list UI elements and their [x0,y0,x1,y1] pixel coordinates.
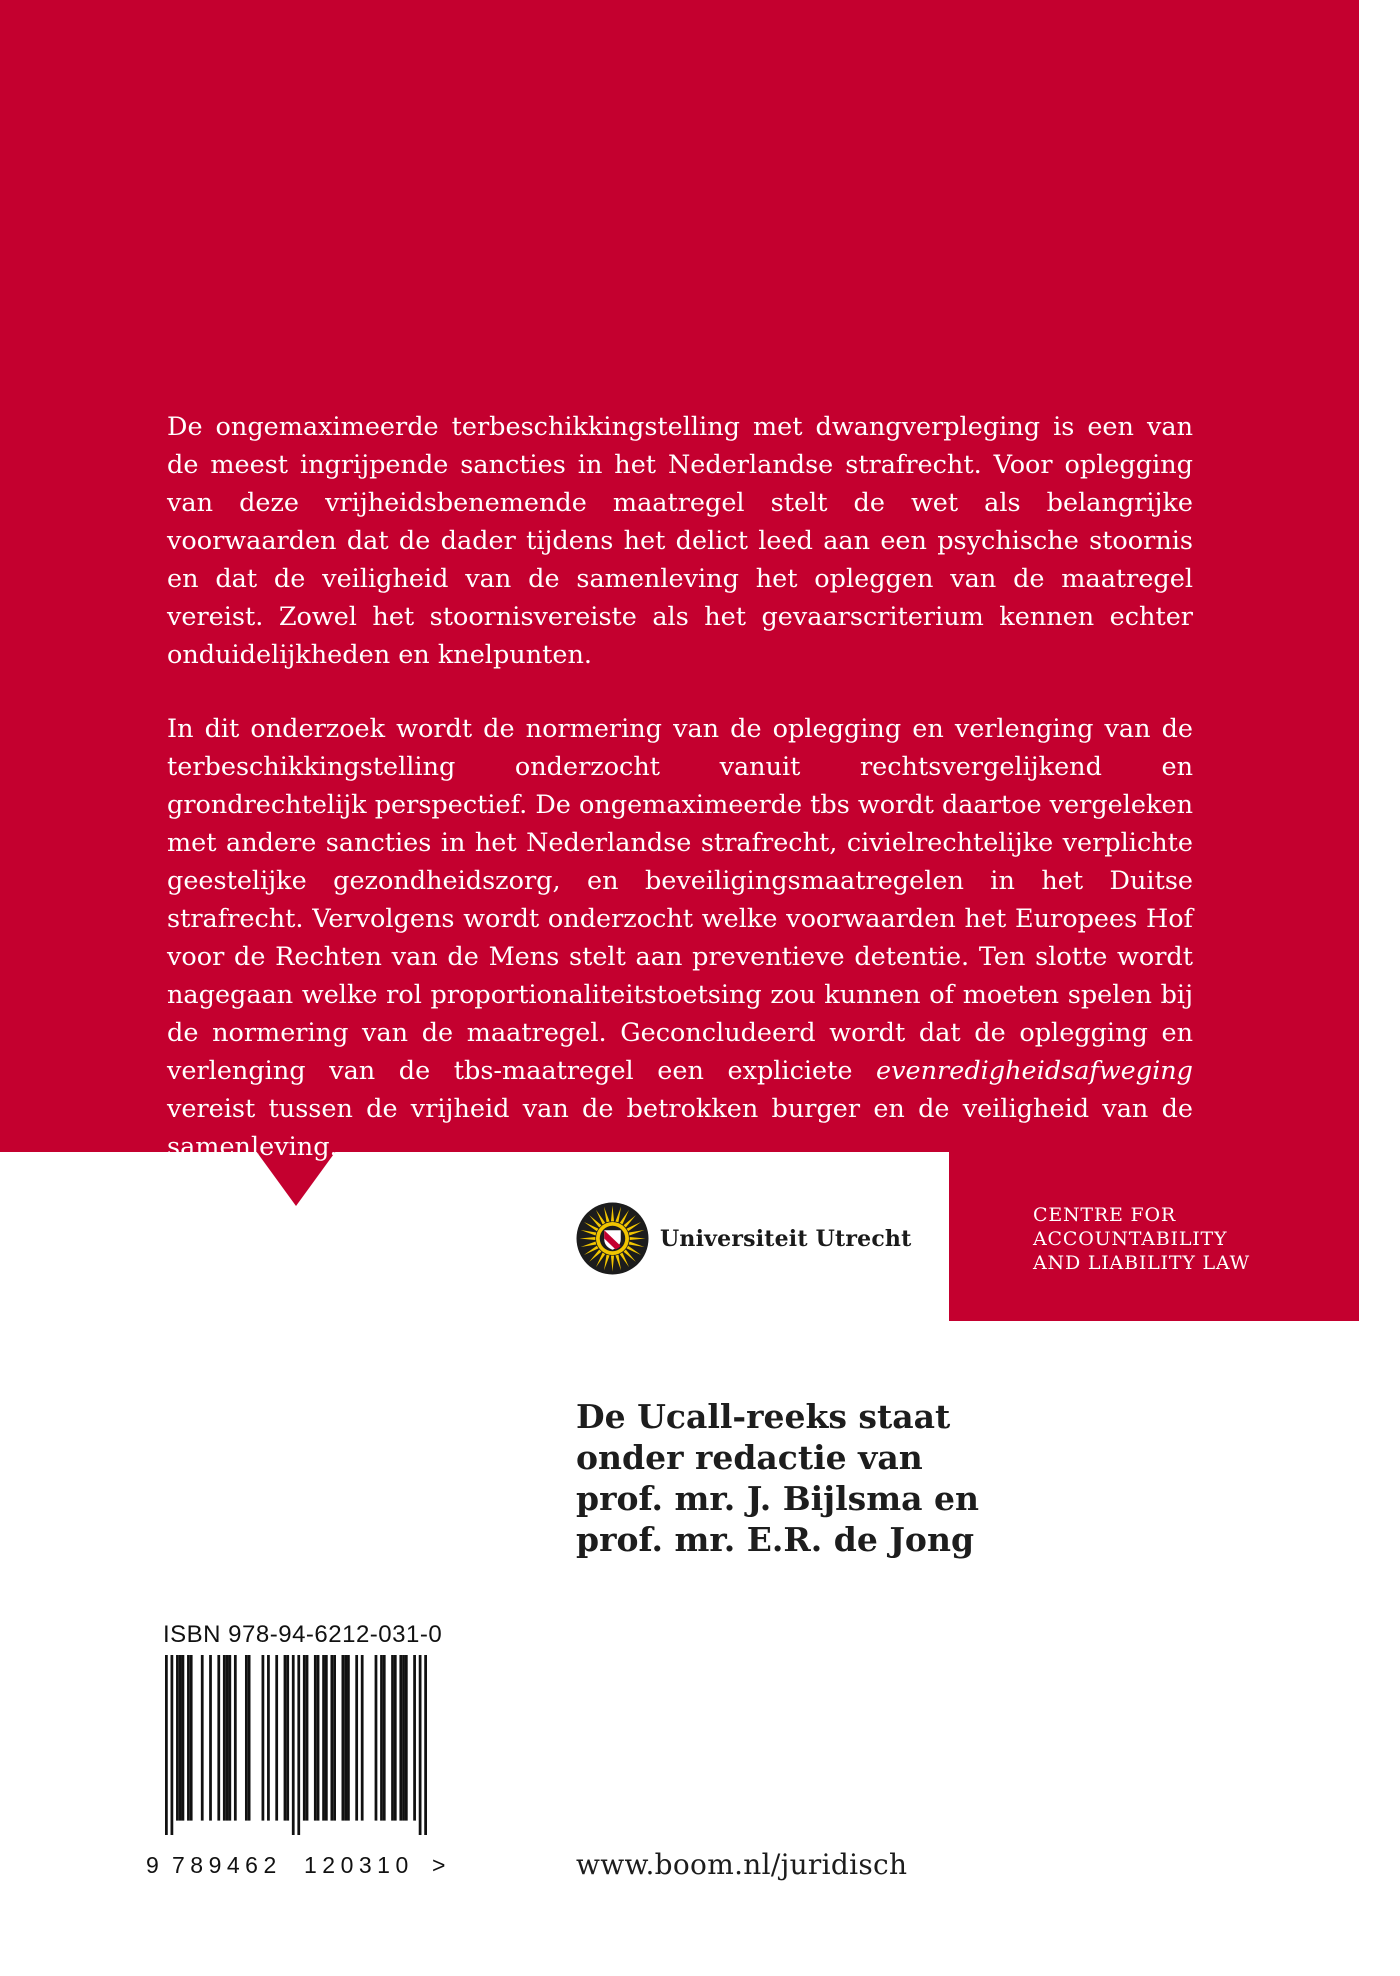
barcode-bar [303,1655,306,1821]
barcode-bar [248,1655,251,1821]
barcode-bar [399,1655,402,1821]
barcode-bar [347,1655,350,1821]
barcode-bar [228,1655,231,1821]
barcode-bar [275,1655,278,1821]
barcode-bar [201,1655,204,1821]
centre-label-line-3: AND LIABILITY LAW [1033,1252,1251,1274]
barcode-bar [355,1655,358,1821]
barcode-guard-bar [424,1655,427,1835]
barcode-guard-bar [171,1655,174,1835]
barcode-bar [402,1655,405,1821]
centre-label-line-1: CENTRE FOR [1033,1204,1176,1226]
barcode-bar [383,1655,386,1821]
barcode-bar [405,1655,408,1821]
isbn-label: ISBN 978-94-6212-031-0 [163,1621,443,1648]
barcode-bar [267,1655,270,1821]
barcode-bar [391,1655,394,1821]
barcode-bar [245,1655,248,1821]
barcode-guard-bar [419,1655,422,1835]
blurb-paragraph-2-end: vereist tussen de vrijheid van de betrokken burger en de veiligheid van de samenleving. [167,1094,1193,1162]
series-line-4: prof. mr. E.R. de Jong [576,1520,975,1559]
back-cover-blurb [167,408,1193,1202]
barcode-guard-bar [297,1655,300,1835]
barcode-bar [342,1655,345,1821]
centre-label-box [949,1151,1359,1321]
spine-strip [1359,0,1400,1152]
barcode-bar [413,1655,416,1821]
barcode-bar [262,1655,265,1821]
barcode-bar [176,1655,179,1821]
barcode-bar [209,1655,212,1821]
barcode-bar [182,1655,185,1821]
barcode-end-marker: > [432,1852,446,1878]
centre-label-line-2: ACCOUNTABILITY [1033,1228,1228,1250]
barcode-bar [333,1655,336,1821]
barcode-bar [190,1655,193,1821]
blurb-paragraph-2-text: In dit onderzoek wordt de normering van de oplegging en verlenging van de terbeschikkingstelling onderzocht vanuit rechtsvergelijkend en grondrechtelijk perspectief. De ongemaximeerde tbs wordt daartoe vergeleken met andere sancties in het Nederlandse strafrecht, civielrechtelijke verplichte geestelijke gezondheidszorg, en beveiligingsmaatregelen in het Duitse strafrecht. Vervolgens wordt onderzocht welke voorwaarden het Europees Hof voor de Rechten van de Mens stelt aan preventieve detentie. Ten slotte wordt nagegaan welke rol proportionaliteitstoetsing zou kunnen of moeten spelen bij de normering van de maatregel. Geconcludeerd wordt dat de oplegging en verlenging van de tbs-maatregel een expliciete [167,714,1193,1086]
series-editors-note [576,1396,996,1560]
utrecht-sun-seal-icon [575,1201,650,1276]
barcode-bar [322,1655,325,1821]
publisher-website: www.boom.nl/juridisch [576,1848,908,1881]
barcode-bar [375,1655,378,1821]
barcode-bar [317,1655,320,1821]
barcode-bar [217,1655,220,1821]
barcode-bar [325,1655,328,1821]
barcode-bar [223,1655,226,1821]
barcode-bar [226,1655,229,1821]
barcode-lead-digit: 9 [146,1852,159,1878]
barcode-bar [380,1655,383,1821]
barcode-bar [361,1655,364,1821]
barcode-guard-bar [292,1655,295,1835]
series-line-3: prof. mr. J. Bijlsma en [576,1479,980,1518]
blurb-paragraph-2 [167,710,1193,1166]
university-name: Universiteit Utrecht [660,1225,912,1252]
barcode-bar [306,1655,309,1821]
barcode-bar [344,1655,347,1821]
series-line-1: De Ucall-reeks staat [576,1397,951,1436]
barcode-bar [187,1655,190,1821]
barcode-bar [394,1655,397,1821]
ean13-barcode-icon [165,1655,427,1835]
barcode-bar [314,1655,317,1821]
barcode-bar [330,1655,333,1821]
university-logo [575,1201,911,1276]
barcode-bar [286,1655,289,1821]
barcode-bar [179,1655,182,1821]
barcode-bar [284,1655,287,1821]
blurb-emphasis: evenredigheidsafweging [876,1056,1193,1086]
series-line-2: onder redactie van [576,1438,923,1477]
barcode-left-digits: 789462 [172,1852,282,1878]
barcode-bar [234,1655,237,1821]
barcode-guard-bar [165,1655,168,1835]
blurb-paragraph-1: De ongemaximeerde terbeschikkingstelling met dwangverpleging is een van de meest ingrijpende sancties in het Nederlandse strafrecht. Voor oplegging van deze vrijheidsbenemende maatregel stelt de wet als belangrijke voorwaarden dat de dader tijdens het delict leed aan een psychische stoornis en dat de veiligheid van de samenleving het opleggen van de maatregel vereist. Zowel het stoornisvereiste als het gevaarscriterium kennen echter onduidelijkheden en knelpunten. [167,412,1193,670]
barcode-right-digits: 120310 [304,1852,414,1878]
